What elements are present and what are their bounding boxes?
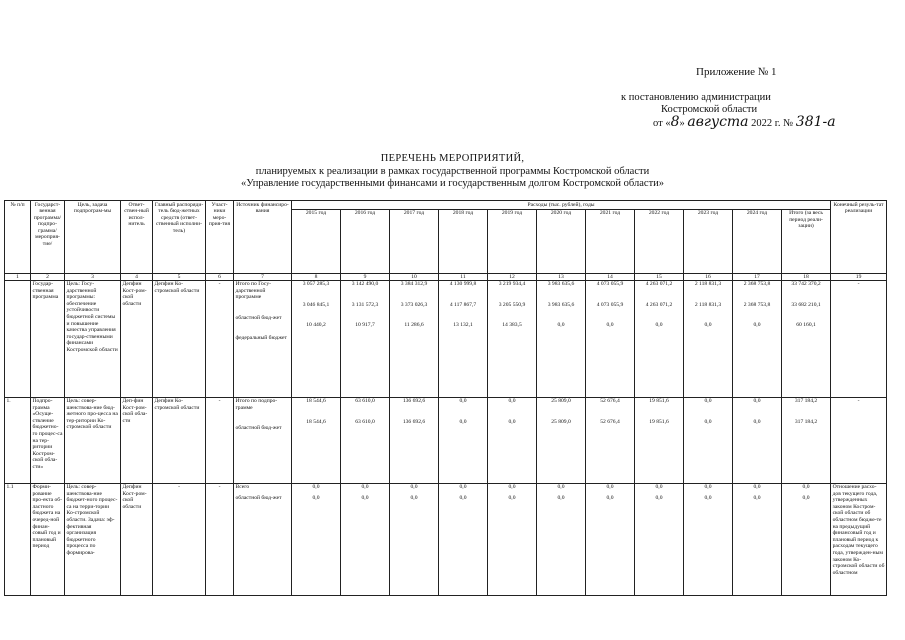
value-cell <box>341 397 390 483</box>
value-regional: 52 676,4 <box>600 418 620 425</box>
value-total: 4 130 999,8 <box>449 281 477 288</box>
column-number: 2 <box>31 273 65 280</box>
funding-source-regional: областной бюд-жет <box>235 314 282 321</box>
column-number: 5 <box>153 273 206 280</box>
value-total: 0,0 <box>753 398 761 405</box>
value-regional: 317 184,2 <box>794 418 818 425</box>
value-cell-total <box>782 483 831 595</box>
decree-number-handwritten: 381-а <box>795 114 836 130</box>
value-cell <box>684 280 733 397</box>
date-sep-1: » <box>679 118 685 129</box>
value-regional: 19 851,6 <box>649 418 669 425</box>
col-header-year: 2018 год <box>439 209 488 273</box>
table-row-subprogram <box>5 397 887 483</box>
value-regional: 0,0 <box>508 418 516 425</box>
row-result: Отношение расхо-дов текущего года, утвержденных законом Костром-ской области об областном бюдже-те на предыдущий финансовый год и плановый период к расходам текущего года, утвержден-ным законом Ко-стромской области об областном <box>831 483 887 595</box>
column-number: 14 <box>586 273 635 280</box>
value-cell <box>586 280 635 397</box>
value-regional: 63 610,0 <box>355 418 375 425</box>
value-federal: 0,0 <box>704 322 712 329</box>
value-total: 3 057 285,3 <box>302 281 330 288</box>
funding-source-regional: областной бюд-жет <box>235 494 282 501</box>
value-cell <box>439 280 488 397</box>
value-cell <box>488 280 537 397</box>
value-regional: 0,0 <box>655 494 663 501</box>
appendix-line-2: Костромской области <box>661 104 758 115</box>
value-regional: 0,0 <box>410 494 418 501</box>
value-regional: 0,0 <box>606 494 614 501</box>
appendix-number: Приложение № 1 <box>696 66 777 78</box>
row-number: 1. <box>5 397 31 483</box>
value-regional: 0,0 <box>704 494 712 501</box>
value-federal: 11 286,6 <box>404 322 424 329</box>
value-cell <box>733 280 782 397</box>
document-subtitle-1: планируемых к реализации в рамках государственной программы Костромской области <box>255 166 650 177</box>
row-participants: - <box>206 280 234 397</box>
table-row-state-program <box>5 280 887 397</box>
column-number: 13 <box>537 273 586 280</box>
value-regional: 4 073 055,9 <box>596 301 624 308</box>
value-cell <box>684 397 733 483</box>
value-federal: 10 917,7 <box>355 322 375 329</box>
date-day-handwritten: 8 <box>670 114 680 130</box>
value-total: 25 809,0 <box>551 398 571 405</box>
value-total: 0,0 <box>704 398 712 405</box>
table-row-measure <box>5 483 887 595</box>
funding-source-federal: федеральный бюджет <box>235 335 287 342</box>
value-total: 0,0 <box>802 484 810 491</box>
value-total: 0,0 <box>508 484 516 491</box>
value-total: 0,0 <box>459 484 467 491</box>
value-total: 3 384 312,9 <box>400 281 428 288</box>
col-header-year: 2021 год <box>586 209 635 273</box>
value-cell <box>292 397 341 483</box>
funding-source-total: Итого по Госу-дарственной программе <box>235 281 271 301</box>
date-prefix: от « <box>653 118 671 129</box>
row-executor: Депфин Кост-ром-ской области <box>121 483 153 595</box>
column-number: 3 <box>65 273 121 280</box>
column-number: 6 <box>206 273 234 280</box>
col-header-funding-source: Источник финансиро-вания <box>234 201 292 274</box>
value-regional: 3 373 026,3 <box>400 301 428 308</box>
value-federal: 0,0 <box>753 322 761 329</box>
value-federal: 0,0 <box>606 322 614 329</box>
value-cell <box>586 483 635 595</box>
value-cell <box>341 483 390 595</box>
value-cell-total <box>782 397 831 483</box>
value-cell <box>537 280 586 397</box>
row-funding-sources <box>234 483 292 595</box>
column-number: 9 <box>341 273 390 280</box>
funding-source-regional: областной бюд-жет <box>235 425 282 432</box>
column-number-row <box>5 273 887 280</box>
measures-table <box>4 200 887 596</box>
row-program-name: Государ-ственная программа <box>31 280 65 397</box>
value-regional: 3 046 845,1 <box>302 301 330 308</box>
funding-source-total: Всего <box>235 484 250 491</box>
value-regional: 0,0 <box>312 494 320 501</box>
row-funding-sources <box>234 280 292 397</box>
value-regional: 33 682 210,1 <box>791 301 821 308</box>
value-cell <box>684 483 733 595</box>
row-goal: Цель: Госу-дарственной программы: обеспечение устойчивости бюджетной системы и повышение качества управления государ-ственными финансами Костромской области <box>65 280 121 397</box>
col-header-expenses-group: Расходы (тыс. рублей), годы <box>292 201 831 210</box>
col-header-year: 2017 год <box>390 209 439 273</box>
row-goal: Цель: совер-шенствова-ние бюд-жетного про-цесса на тер-ритории Ко-стромской области <box>65 397 121 483</box>
col-header-program: Государст-венная программа/ подпро-грамма/ мероприя-тие/ <box>31 201 65 274</box>
col-header-executor: Ответ-ствен-ный испол-нитель <box>121 201 153 274</box>
column-number: 11 <box>439 273 488 280</box>
value-total: 3 142 490,0 <box>351 281 379 288</box>
value-cell <box>390 397 439 483</box>
value-regional: 25 809,0 <box>551 418 571 425</box>
value-regional: 0,0 <box>704 418 712 425</box>
value-cell <box>439 397 488 483</box>
value-total: 4 073 055,9 <box>596 281 624 288</box>
row-number: 1.1 <box>5 483 31 595</box>
value-regional: 18 544,6 <box>306 418 326 425</box>
value-cell <box>635 397 684 483</box>
column-number: 16 <box>684 273 733 280</box>
value-total: 0,0 <box>557 484 565 491</box>
value-total: 3 983 635,6 <box>547 281 575 288</box>
value-regional: 3 205 550,9 <box>498 301 526 308</box>
value-cell <box>390 483 439 595</box>
value-federal: 13 132,1 <box>453 322 473 329</box>
table-header-row <box>5 201 887 210</box>
value-total: 2 368 753,8 <box>743 281 771 288</box>
value-cell <box>488 397 537 483</box>
value-regional: 0,0 <box>508 494 516 501</box>
value-regional: 0,0 <box>802 494 810 501</box>
col-header-number: № п/п <box>5 201 31 274</box>
value-cell <box>292 483 341 595</box>
value-cell <box>635 483 684 595</box>
value-federal: 14 383,5 <box>502 322 522 329</box>
value-cell <box>341 280 390 397</box>
col-header-year: 2016 год <box>341 209 390 273</box>
column-number: 12 <box>488 273 537 280</box>
document-subtitle-2: «Управление государственными финансами и государственным долгом Костромской области» <box>240 178 665 189</box>
value-federal: 0,0 <box>655 322 663 329</box>
value-total: 0,0 <box>459 398 467 405</box>
row-participants: - <box>206 483 234 595</box>
value-cell <box>537 397 586 483</box>
value-total: 136 692,6 <box>402 398 426 405</box>
col-header-participants: Участ-ники меро-прия-тия <box>206 201 234 274</box>
column-number: 19 <box>831 273 887 280</box>
value-regional: 0,0 <box>459 418 467 425</box>
value-cell <box>390 280 439 397</box>
row-funding-sources <box>234 397 292 483</box>
value-regional: 4 117 867,7 <box>449 301 477 308</box>
value-total: 0,0 <box>312 484 320 491</box>
value-total: 317 184,2 <box>794 398 818 405</box>
value-cell-total <box>782 280 831 397</box>
value-total: 0,0 <box>361 484 369 491</box>
column-number: 15 <box>635 273 684 280</box>
value-total: 63 610,0 <box>355 398 375 405</box>
row-result: - <box>831 280 887 397</box>
value-regional: 0,0 <box>557 494 565 501</box>
value-total: 52 676,4 <box>600 398 620 405</box>
value-total: 18 544,6 <box>306 398 326 405</box>
row-number <box>5 280 31 397</box>
date-year: 2022 г. № <box>751 118 794 129</box>
column-number: 8 <box>292 273 341 280</box>
column-number: 7 <box>234 273 292 280</box>
appendix-line-1: к постановлению администрации <box>621 92 771 103</box>
row-executor: Депфин Кост-ром-ской области <box>121 280 153 397</box>
value-cell <box>733 483 782 595</box>
value-regional: 3 983 635,6 <box>547 301 575 308</box>
value-regional: 0,0 <box>753 418 761 425</box>
value-federal: 0,0 <box>557 322 565 329</box>
column-number: 17 <box>733 273 782 280</box>
row-program-name: Подпро-грамма «Осуще-ствление бюджетно-го процес-са на тер-ритории Костром-ской обла-сти» <box>31 397 65 483</box>
row-main-manager: - <box>153 483 206 595</box>
col-header-main-manager: Главный распоряди-тель бюд-жетных средств (ответ-ственный исполни-тель) <box>153 201 206 274</box>
col-header-goal: Цель, задача подпрограм-мы <box>65 201 121 274</box>
value-federal: 10 440,2 <box>306 322 326 329</box>
value-regional: 0,0 <box>361 494 369 501</box>
funding-source-total: Итого по подпро-грамме <box>235 398 278 411</box>
value-regional: 4 263 071,2 <box>645 301 673 308</box>
value-total: 0,0 <box>753 484 761 491</box>
col-header-year: 2024 год <box>733 209 782 273</box>
col-header-year: 2022 год <box>635 209 684 273</box>
document-title: ПЕРЕЧЕНЬ МЕРОПРИЯТИЙ, <box>380 153 525 164</box>
value-cell <box>635 280 684 397</box>
row-main-manager: Депфин Ко-стромской области <box>153 397 206 483</box>
column-number: 10 <box>390 273 439 280</box>
value-federal: 60 160,1 <box>796 322 816 329</box>
value-cell <box>537 483 586 595</box>
value-total: 0,0 <box>655 484 663 491</box>
col-header-year: 2020 год <box>537 209 586 273</box>
row-main-manager: Депфин Ко-стромской области <box>153 280 206 397</box>
value-total: 0,0 <box>410 484 418 491</box>
value-cell <box>292 280 341 397</box>
appendix-date-line <box>653 116 836 130</box>
value-regional: 0,0 <box>459 494 467 501</box>
column-number: 4 <box>121 273 153 280</box>
value-total: 4 263 071,2 <box>645 281 673 288</box>
col-header-year: 2015 год <box>292 209 341 273</box>
column-number: 1 <box>5 273 31 280</box>
date-month-handwritten: августа <box>687 114 749 130</box>
col-header-total: Итого (за весь период реали-зации) <box>782 209 831 273</box>
value-regional: 3 131 572,3 <box>351 301 379 308</box>
value-regional: 2 118 831,3 <box>694 301 722 308</box>
value-total: 19 851,6 <box>649 398 669 405</box>
value-total: 3 219 934,4 <box>498 281 526 288</box>
value-cell <box>586 397 635 483</box>
value-total: 2 118 831,3 <box>694 281 722 288</box>
value-total: 0,0 <box>606 484 614 491</box>
col-header-year: 2019 год <box>488 209 537 273</box>
col-header-result: Конечный резуль-тат реализации <box>831 201 887 274</box>
value-regional: 0,0 <box>753 494 761 501</box>
value-cell <box>439 483 488 595</box>
value-regional: 2 368 753,8 <box>743 301 771 308</box>
value-total: 33 742 370,2 <box>791 281 821 288</box>
row-participants: - <box>206 397 234 483</box>
value-total: 0,0 <box>704 484 712 491</box>
value-cell <box>488 483 537 595</box>
row-goal: Цель: совер-шенствова-ние бюджет-ного процес-са на терри-тории Ко-стромской области. Задача: эф-фективная организация бюджетного процесса по формирова- <box>65 483 121 595</box>
value-total: 0,0 <box>508 398 516 405</box>
row-executor: Деп-фин Кост-ром-ской обла-сти <box>121 397 153 483</box>
row-program-name: Форми-рование про-екта об-ластного бюджета на очеред-ной финан-совый год и плановый период <box>31 483 65 595</box>
value-regional: 136 692,6 <box>402 418 426 425</box>
row-result: - <box>831 397 887 483</box>
value-cell <box>733 397 782 483</box>
col-header-year: 2023 год <box>684 209 733 273</box>
column-number: 18 <box>782 273 831 280</box>
